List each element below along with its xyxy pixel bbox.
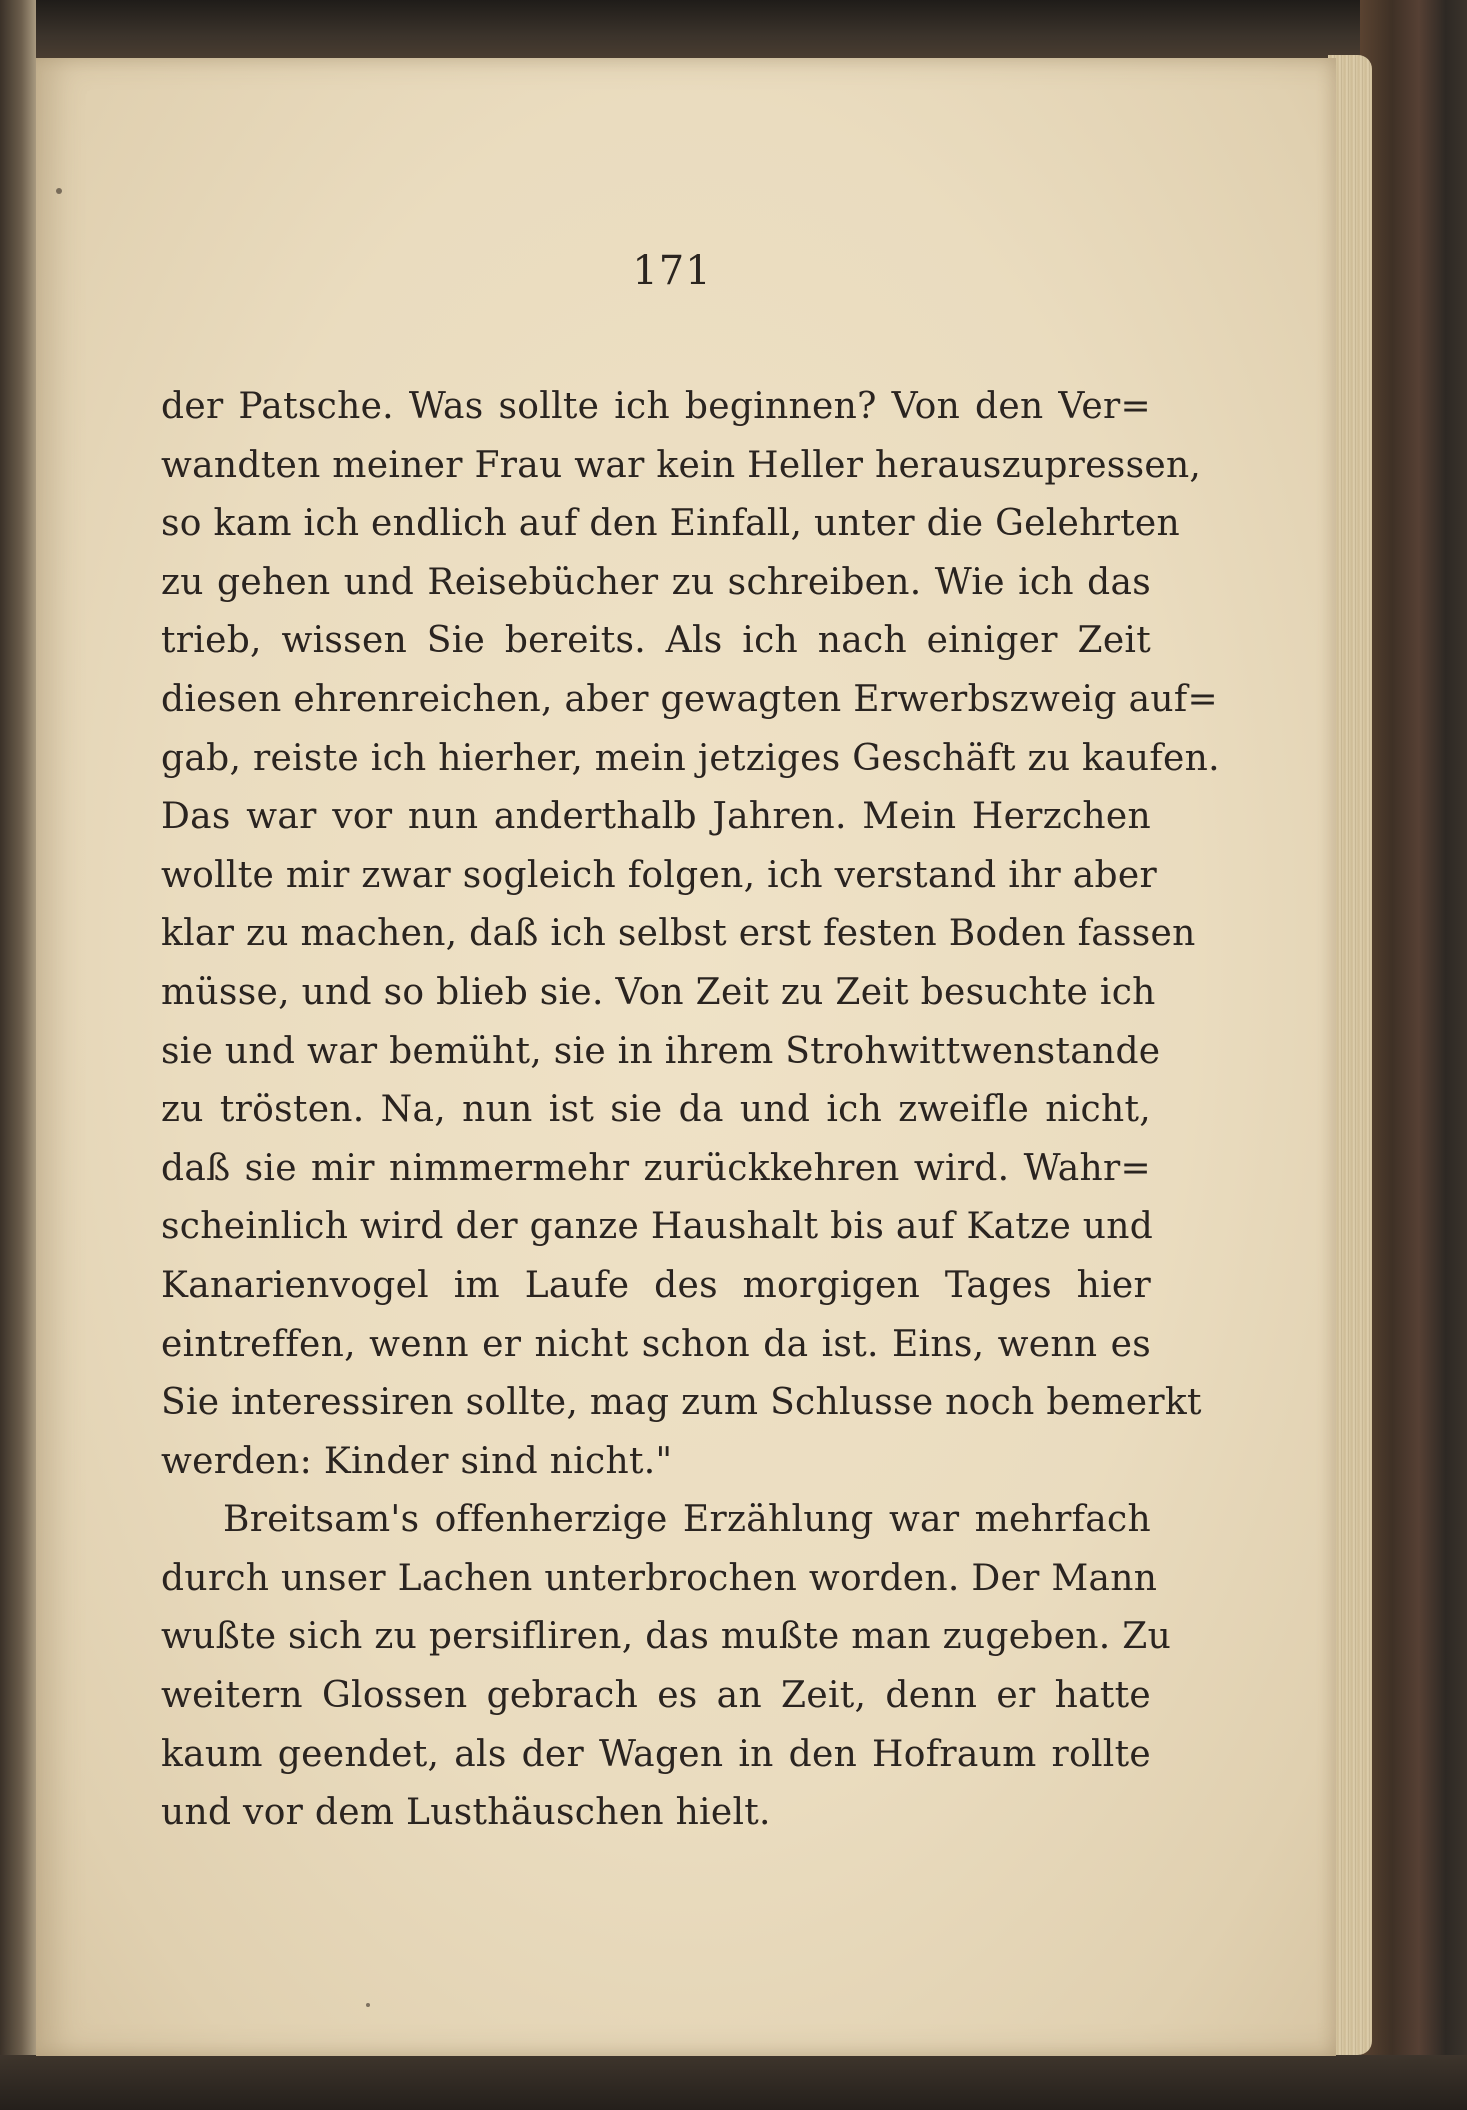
text-line: Sie interessiren sollte, mag zum Schlusse noch bemerkt — [161, 1382, 1202, 1424]
body-text — [161, 378, 1220, 1843]
text-line: weitern Glossen gebrach es an Zeit, denn er hatte — [161, 1675, 1151, 1717]
text-line: zu gehen und Reisebücher zu schreiben. Wie ich das — [161, 561, 1151, 603]
text-line: gab, reiste ich hierher, mein jetziges Geschäft zu kaufen. — [161, 737, 1220, 779]
page-number: 171 — [632, 248, 712, 294]
text-line: wandten meiner Frau war kein Heller herauszupressen, — [161, 444, 1202, 486]
text-line: Kanarienvogel im Laufe des morgigen Tages hier — [161, 1264, 1151, 1306]
text-line: durch unser Lachen unterbrochen worden. Der Mann — [161, 1557, 1158, 1599]
text-line: wußte sich zu persifliren, das mußte man zugeben. Zu — [161, 1616, 1172, 1658]
text-line: zu trösten. Na, nun ist sie da und ich zweifle nicht, — [161, 1089, 1151, 1131]
paper-speck — [366, 2003, 370, 2007]
text-line: so kam ich endlich auf den Einfall, unter die Gelehrten — [161, 503, 1181, 545]
book-cover-top — [0, 0, 1467, 60]
book-spine-edge — [0, 0, 36, 2110]
text-line: klar zu machen, daß ich selbst erst festen Boden fassen — [161, 913, 1196, 955]
text-line: und vor dem Lusthäuschen hielt. — [161, 1792, 771, 1834]
text-line: kaum geendet, als der Wagen in den Hofraum rollte — [161, 1733, 1151, 1775]
text-line: sie und war bemüht, sie in ihrem Strohwittwenstande — [161, 1030, 1161, 1072]
book-page — [36, 58, 1336, 2056]
text-line: werden: Kinder sind nicht." — [161, 1440, 673, 1482]
text-line: eintreffen, wenn er nicht schon da ist. Eins, wenn es — [161, 1323, 1151, 1365]
text-line: daß sie mir nimmermehr zurückkehren wird. Wahr= — [161, 1147, 1151, 1189]
text-line: diesen ehrenreichen, aber gewagten Erwerbszweig auf= — [161, 678, 1218, 720]
text-line: trieb, wissen Sie bereits. Als ich nach einiger Zeit — [161, 620, 1151, 662]
paper-speck — [56, 188, 62, 194]
text-line: der Patsche. Was sollte ich beginnen? Von den Ver= — [161, 386, 1151, 427]
text-line: wollte mir zwar sogleich folgen, ich verstand ihr aber — [161, 854, 1157, 896]
text-line: scheinlich wird der ganze Haushalt bis auf Katze und — [161, 1206, 1154, 1248]
book-cover-bottom — [0, 2055, 1467, 2110]
book-cover-right — [1360, 0, 1467, 2110]
text-line: Das war vor nun anderthalb Jahren. Mein Herzchen — [161, 796, 1151, 838]
paragraph-first-line: Breitsam's offenherzige Erzählung war mehrfach — [223, 1499, 1151, 1541]
text-line: müsse, und so blieb sie. Von Zeit zu Zeit besuchte ich — [161, 971, 1156, 1013]
